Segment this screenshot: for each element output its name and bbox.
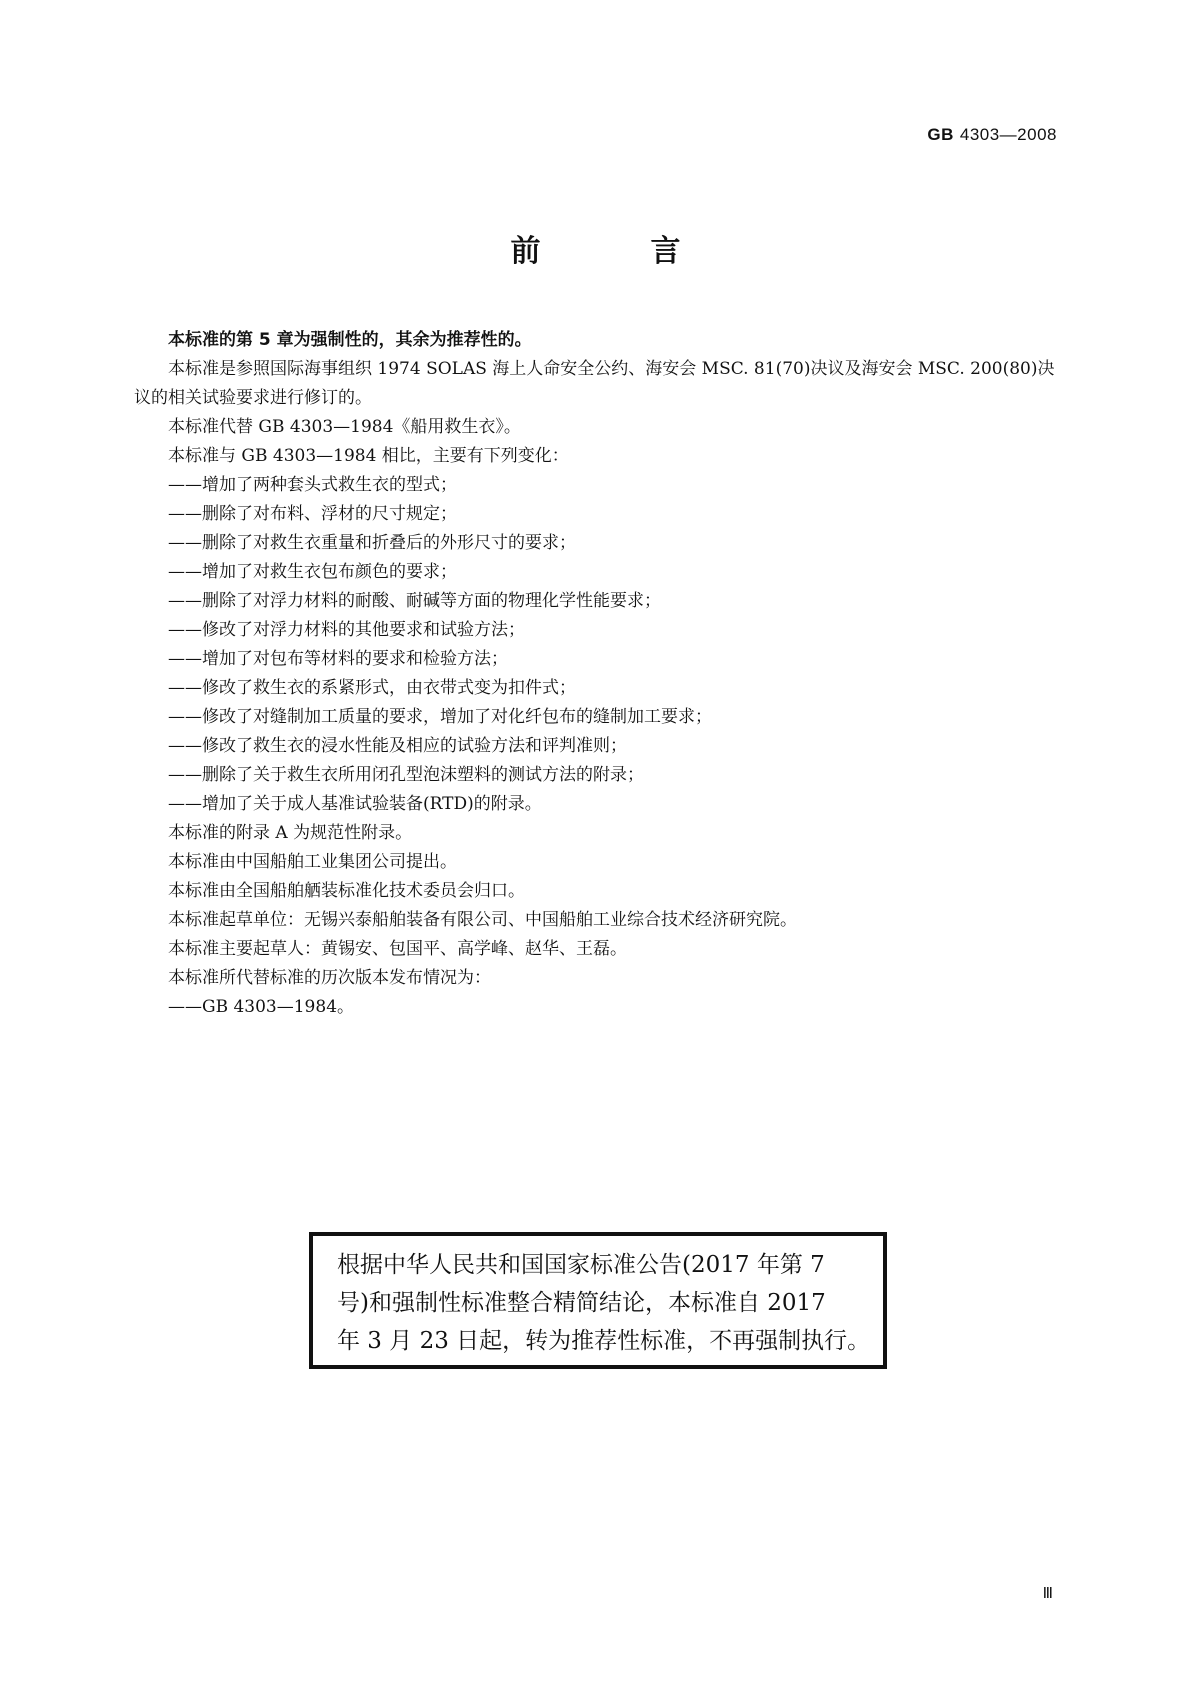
notice-line: 年 3 月 23 日起，转为推荐性标准，不再强制执行。	[337, 1328, 871, 1354]
change-list-item: ——增加了对包布等材料的要求和检验方法；	[168, 649, 508, 669]
change-list-item: ——增加了对救生衣包布颜色的要求；	[168, 562, 457, 582]
standard-number	[927, 125, 1057, 145]
paragraph-mandatory-clause: 本标准的第 5 章为强制性的，其余为推荐性的。	[168, 330, 532, 350]
change-list-item: ——增加了关于成人基准试验装备(RTD)的附录。	[168, 794, 542, 814]
change-list-item: ——修改了救生衣的浸水性能及相应的试验方法和评判准则；	[168, 736, 627, 756]
notice-line: 号)和强制性标准整合精简结论，本标准自 2017	[337, 1290, 826, 1316]
change-list-item: ——删除了关于救生衣所用闭孔型泡沫塑料的测试方法的附录；	[168, 765, 644, 785]
paragraph-proposer: 本标准由中国船舶工业集团公司提出。	[168, 852, 457, 872]
paragraph-reference: 本标准是参照国际海事组织 1974 SOLAS 海上人命安全公约、海安会 MSC. 81(70)决议及海安会 MSC. 200(80)决议的相关试验要求进行修订的。	[134, 359, 1055, 408]
page-number: Ⅲ	[1042, 1586, 1053, 1602]
paragraph-annex: 本标准的附录 A 为规范性附录。	[168, 823, 413, 843]
paragraph-drafters: 本标准主要起草人：黄锡安、包国平、高学峰、赵华、王磊。	[168, 939, 627, 959]
change-list-item: ——修改了救生衣的系紧形式，由衣带式变为扣件式；	[168, 678, 576, 698]
paragraph-changes-intro: 本标准与 GB 4303—1984 相比，主要有下列变化：	[168, 446, 569, 466]
change-list-item: ——删除了对浮力材料的耐酸、耐碱等方面的物理化学性能要求；	[168, 591, 661, 611]
paragraph-committee: 本标准由全国船舶舾装标准化技术委员会归口。	[168, 881, 525, 901]
change-list-item: ——增加了两种套头式救生衣的型式；	[168, 475, 457, 495]
change-list-item: ——删除了对布料、浮材的尺寸规定；	[168, 504, 457, 524]
paragraph-replaces: 本标准代替 GB 4303—1984《船用救生衣》。	[168, 417, 521, 437]
standard-prefix: GB	[927, 125, 954, 144]
standard-code: 4303—2008	[959, 125, 1057, 144]
page-title: 前 言	[510, 234, 721, 269]
notice-line: 根据中华人民共和国国家标准公告(2017 年第 7	[337, 1252, 825, 1278]
change-list-item: ——修改了对缝制加工质量的要求，增加了对化纤包布的缝制加工要求；	[168, 707, 712, 727]
foreword-body	[134, 326, 1056, 1022]
history-list-item: ——GB 4303—1984。	[168, 997, 355, 1017]
paragraph-drafting-units: 本标准起草单位：无锡兴泰船舶装备有限公司、中国船舶工业综合技术经济研究院。	[168, 910, 797, 930]
notice-box	[309, 1232, 887, 1369]
paragraph-history-intro: 本标准所代替标准的历次版本发布情况为：	[168, 968, 491, 988]
change-list-item: ——修改了对浮力材料的其他要求和试验方法；	[168, 620, 525, 640]
change-list-item: ——删除了对救生衣重量和折叠后的外形尺寸的要求；	[168, 533, 576, 553]
